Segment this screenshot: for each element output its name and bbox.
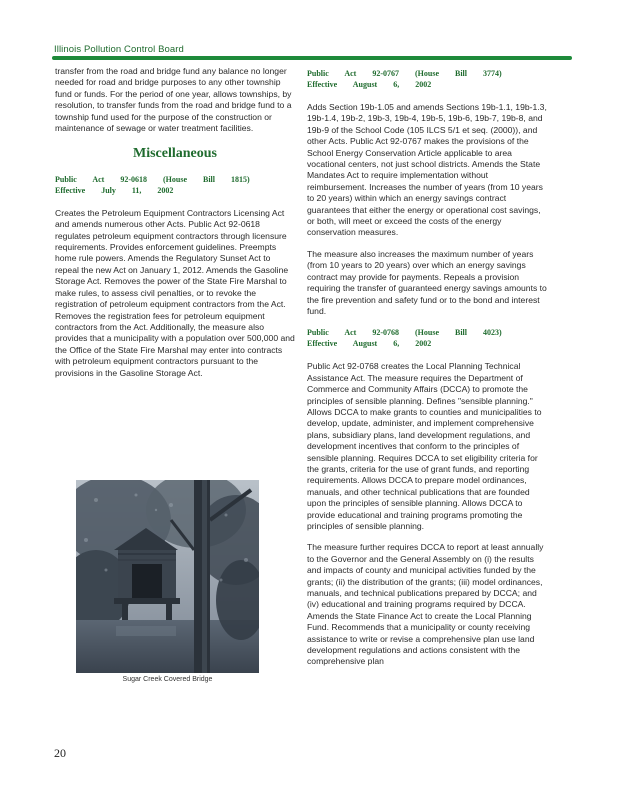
act-0767-paragraph-1: Adds Section 19b-1.05 and amends Sections 19b-1.1, 19b-1.3, 19b-1.4, 19b-2, 19b-3, 19b-4, 19b-5, 19b-6, 19b-7, 19b-8, and 19b-9 of the School Code (105 ILCS 5/1 et seq. (2000)), and other Acts. Public Act 92-0767 makes the provisions of the School Energy Conservation Article applicable to area vocational centers, not just school districts. Amends the State Mandates Act to require implementation without reimbursement. Increases the number of years (from 10 years to 20 years) within which an energy savings contract guarantees that either the energy or operational cost savings, or both, will meet or exceed the costs of the energy conservation measures.: [307, 102, 547, 238]
photo-covered-bridge: [76, 480, 259, 673]
left-column: [55, 66, 295, 389]
act-body: Creates the Petroleum Equipment Contractors Licensing Act and amends numerous other Acts. Public Act 92-0618 regulates petroleum equipment contractors through licensure requirements. Provides enforcement guidelines. Preempts home rule powers. Amends the Regulatory Sunset Act to repeal the new Act on January 1, 2012. Amends the Gasoline Storage Act. Removes the power of the State Fire Marshal to make rules, to assess civil penalties, or to revoke the registration of petroleum equipment contractors from the Act. Removes the registration fees for petroleum equipment contractors from the Act. Additionally, the measure also provides that a municipality with a population over 500,000 and the Office of the State Fire Marshal may enter into contracts with petroleum equipment contractors pursuant to the provisions in the Gasoline Storage Act.: [55, 207, 295, 378]
act-heading-0767: Public Act 92-0767 (House Bill 3774) Effective August 6, 2002: [307, 69, 502, 89]
covered-bridge-image: [76, 480, 259, 673]
running-header: Illinois Pollution Control Board: [54, 44, 184, 55]
intro-paragraph: transfer from the road and bridge fund any balance no longer needed for road and bridge purposes to any other township fund or funds. For the period of one year, allows townships, by resolution, to transfer funds from the road and bridge fund to a township fund used for the purpose of the construction or maintenance of sewage or water treatment facilities.: [55, 66, 292, 134]
right-column: [307, 68, 547, 678]
act-heading: Public Act 92-0618 (House Bill 1815) Effective July 11, 2002: [55, 174, 250, 195]
header-rule: [52, 56, 572, 60]
page-number: 20: [54, 746, 66, 760]
act-0768-paragraph-1: Public Act 92-0768 creates the Local Planning Technical Assistance Act. The measure requires the Department of Commerce and Community Affairs (DCCA) to promote the principles of sensible planning. Defines "sensible planning." Allows DCCA to make grants to counties and municipalities to develop, update, administer, and implement comprehensive plans, subsidiary plans, land development regulations, and development incentives that conform to the principles of sensible planning. Requires DCCA to set eligibility criteria for the grants, criteria for the use of grant funds, and reporting requirements. Allows DCCA to prepare model ordinances, manuals, and other technical publications that are founded upon the principles of sensible planning. Allows DCCA to provide educational and training programs promoting the principles of sensible planning.: [307, 361, 542, 531]
act-0767-paragraph-2: The measure also increases the maximum number of years (from 10 years to 20 years) over which an energy savings contract may provide for payments. Repeals a provision requiring the transfer of guaranteed energy savings amounts to the fire prevention and safety fund or to the bond and interest fund.: [307, 248, 547, 316]
photo-caption: Sugar Creek Covered Bridge: [122, 676, 213, 683]
act-0768-paragraph-2: The measure further requires DCCA to report at least annually to the Governor and the General Assembly on (i) the results and impacts of county and municipal activities funded by the grants; (ii) the distribution of the grants; (iii) model ordinances, manuals, and technical publications prepared by DCCA; and (iv) educational and training programs required by DCCA. Amends the State Finance Act to create the Local Planning Fund. Recommends that a municipality or county receiving assistance to write or revise a comprehensive plan use land development regulations and actions consistent with the comprehensive plan: [307, 542, 544, 667]
section-heading: Miscellaneous: [133, 146, 217, 162]
act-heading-0768: Public Act 92-0768 (House Bill 4023) Effective August 6, 2002: [307, 328, 502, 349]
